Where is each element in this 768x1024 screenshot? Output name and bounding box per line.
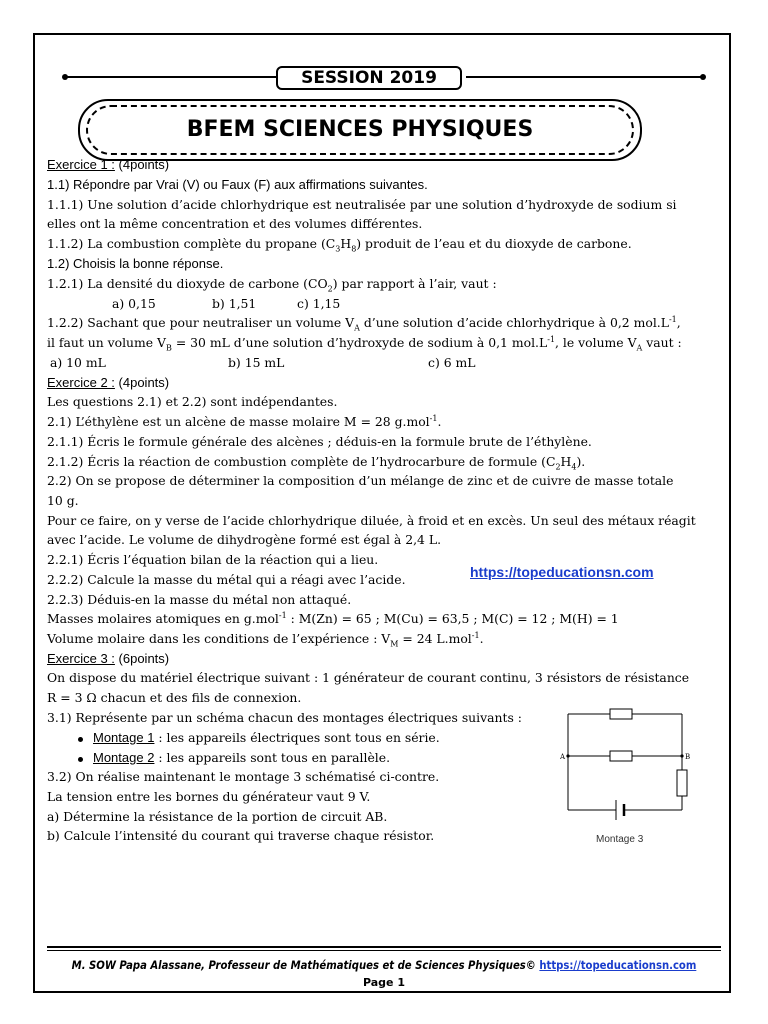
bullet-icon [78,757,83,762]
ex2-line-13: Volume molaire dans les conditions de l’expérience : $V_M = 24$ L.mol$^{-1}$. [47,630,484,649]
ex3-line-6: a) Détermine la résistance de la portion de circuit AB. [47,809,388,824]
ex1-q122-option-a: a) 10 mL [50,355,106,370]
ex1-heading-line [47,157,169,173]
ex2-line-12: Masses molaires atomiques en g.mol$^{-1}$ : M(Zn) = 65 ; M(Cu) = 63,5 ; M(C) = 12 ; M(H) = 1 [47,610,619,626]
ex1-q122-a: 1.2.2) Sachant que pour neutraliser un volume $V_A$ d’une solution d’acide chlorhydrique à 0,2 $mol.L^{-1}$, [47,314,681,333]
ex1-q121: 1.2.1) La densité du dioxyde de carbone $(CO_2)$ par rapport à l’air, vaut : [47,276,497,294]
ex1-heading: Exercice 1 : [47,157,115,172]
ex1-q111-a: 1.1.1) Une solution d’acide chlorhydrique est neutralisée par une solution d’hydroxyde de sodium si [47,197,677,212]
rule-dot-right [700,74,706,80]
node-b-label: B [685,753,691,761]
ex2-line-4: 2.1.2) Écris la réaction de combustion complète de l’hydrocarbure de formule $(C_2H_4)$. [47,454,586,472]
ex2-line-6: 10 g. [47,493,79,508]
ex1-q122-option-c: c) 6 mL [428,355,476,370]
circuit-caption: Montage 3 [596,834,644,845]
ex2-line-2: 2.1) L’éthylène est un alcène de masse molaire M = 28 g.mol$^{-1}$. [47,413,442,429]
ex2-line-9: 2.2.1) Écris l’équation bilan de la réaction qui a lieu. [47,552,379,567]
ex2-line-10: 2.2.2) Calcule la masse du métal qui a réagi avec l’acide. [47,572,406,587]
footer-rule-thin [47,950,721,951]
resistor-top [610,709,632,719]
footer-rule [47,946,721,948]
ex1-q122-option-b: b) 15 mL [228,355,285,370]
ex3-line-3: 3.1) Représente par un schéma chacun des montages électriques suivants : [47,710,522,725]
page-number: Page 1 [362,976,405,989]
ex2-line-3: 2.1.1) Écris le formule générale des alcènes ; déduis-en la formule brute de l’éthylène. [47,434,592,449]
resistor-middle [610,751,632,761]
page-title: BFEM SCIENCES PHYSIQUES [186,117,534,142]
ex3-line-1: On dispose du matériel électrique suivant : 1 générateur de courant continu, 3 résistors de résistance [47,670,690,685]
ex3-montage-2: Montage 2 : les appareils sont tous en parallèle. [93,750,391,765]
website-link[interactable]: https://topeducationsn.com [470,564,654,580]
ex1-q121-option-a: a) 0,15 [112,296,156,311]
ex2-line-1: Les questions 2.1) et 2.2) sont indépendantes. [47,394,338,409]
footer-link[interactable]: https://topeducationsn.com [539,959,697,972]
session-label: SESSION 2019 [276,66,462,90]
ex2-points: (4points) [114,375,170,390]
session-rule-left [66,76,276,78]
ex3-line-2: R = 3 Ω chacun et des fils de connexion. [47,690,302,705]
footer-author: M. SOW Papa Alassane, Professeur de Mathématiques et de Sciences Physiques© https://topeducationsn.com [71,959,697,972]
bullet-icon [78,737,83,742]
ex1-q121-option-b: b) 1,51 [212,296,257,311]
ex1-q112: 1.1.2) La combustion complète du propane $(C_3H_8)$ produit de l’eau et du dioxyde de carbone. [47,236,632,254]
ex1-q11-title: 1.1) Répondre par Vrai (V) ou Faux (F) aux affirmations suivantes. [47,177,428,192]
ex1-q111-b: elles ont la même concentration et des volumes différentes. [47,216,423,231]
ex2-line-5: 2.2) On se propose de déterminer la composition d’un mélange de zinc et de cuivre de masse totale [47,473,674,488]
generator-icon [616,800,624,820]
session-rule-right [466,76,702,78]
ex3-points: (6points) [114,651,170,666]
ex1-q12-title: 1.2) Choisis la bonne réponse. [47,256,224,271]
ex1-points: (4points) [114,157,170,172]
ex1-q122-b: il faut un volume $V_B = 30$ mL d’une solution d’hydroxyde de sodium à 0,1 $mol.L^{-1}$, le volume $V_A$ vaut : [47,334,682,353]
ex3-heading: Exercice 3 : [47,651,115,666]
ex2-line-11: 2.2.3) Déduis-en la masse du métal non attaqué. [47,592,352,607]
ex2-line-7: Pour ce faire, on y verse de l’acide chlorhydrique diluée, à froid et en excès. Un seul des métaux réagit [47,513,696,528]
ex3-line-4: 3.2) On réalise maintenant le montage 3 schématisé ci-contre. [47,769,440,784]
ex3-line-7: b) Calcule l’intensité du courant qui traverse chaque résistor. [47,828,435,843]
circuit-diagram [560,700,700,850]
ex2-heading-line [47,375,169,391]
ex3-line-5: La tension entre les bornes du générateur vaut 9 V. [47,789,371,804]
ex2-heading: Exercice 2 : [47,375,115,390]
ex1-q121-option-c: c) 1,15 [297,296,341,311]
resistor-right [677,770,687,796]
ex3-montage-1: Montage 1 : les appareils électriques sont tous en série. [93,730,440,745]
ex3-heading-line [47,651,169,667]
ex2-line-8: avec l’acide. Le volume de dihydrogène formé est égal à 2,4 L. [47,532,442,547]
node-a-label: A [560,753,566,761]
